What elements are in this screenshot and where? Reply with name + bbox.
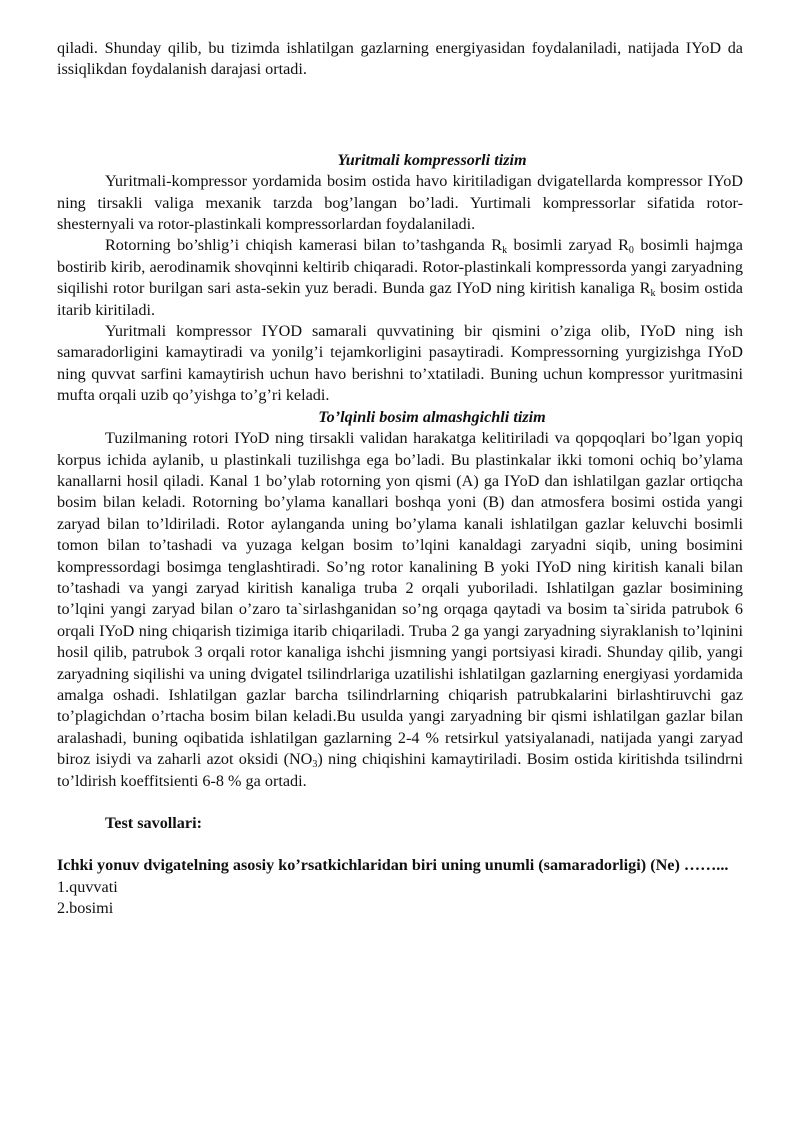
spacer — [57, 834, 743, 855]
paragraph: Tuzilmaning rotori IYoD ning tirsakli validan harakatga kelitiriladi va qopqoqlari bo’lgan yopiq korpus ichida aylanib, u plastinkali tuzilishga ega bo’ladi. Bu plastinkalar ikki tomoni ochiq bo’ylama kanallarni hosil qiladi. Kanal 1 bo’ylab rotorning yon qismi (A) ga IYoD dan ishlatilgan gazlar ortiqcha bosim bilan keladi. Rotorning bo’ylama kanallari boshqa yoni (B) dan atmosfera bosimi ostida yangi zaryad bilan to’ldiriladi. Rotor aylanganda uning bo’ylama kanali ishlatilgan gazlar keluvchi bosimli tomon bilan to’tashadi va yuzaga kelgan bosim to’lqini kanaldagi zaryadni siqib, uning bosimini kompressordagi bosimga tenglashtiradi. So’ng rotor kanalining B yoki IYoD ning kiritish kanali bilan to’tashadi va yangi zaryad kiritish kanaliga truba 2 orqali yuboriladi. Ishlatilgan gazlar bosimining to’lqini yangi zaryad bilan o’zaro ta`sirlashganidan so’ng orqaga qaytadi va bosim ta`sirida patrubok 6 orqali IYoD ning chiqarish tizimiga itarib chiqariladi. Truba 2 ga yangi zaryadning siyraklanish to’lqinini hosil qilib, patrubok 3 orqali rotor kanaliga ishchi jismning yangi portsiyasi kiradi. Shunday qilib, yangi zaryadning siqilishi va uning dvigatel tsilindrlariga uzatilishi ishlatilgan gazlarning energiyasi yordamida amalga oshadi. Ishlatilgan gazlar barcha tsilindrlarning chiqarish patrubkalarini birlashtiruvchi gaz to’plagichdan o’rtacha bosim bilan keladi.Bu usulda yangi zaryadning bir qismi ishlatilgan gazlar bilan aralashadi, buning oqibatida ishlatilgan gazlarning 2-4 % retsirkul yatsiyalanadi, natijada yangi zaryad biroz isiydi va zaharli azot oksidi $(NO_3)$ ning chiqishini kamaytiriladi. Bosim ostida kiritishda tsilindrni to’ldirish koeffitsienti 6-8 % ga ortadi. — [57, 429, 744, 790]
paragraph: Yuritmali kompressor IYOD samarali quvvatining bir qismini o’ziga olib, IYoD ning ish samaradorligini kamaytiradi va yonilg’i tejamkorligini pasaytiradi. Kompressorning yurgizishga IYoD ning quvvat sarfini kamaytirish uchun havo berishni to’xtatiladi. Buning uchun kompressor yuritmasini mufta orqali uzib qo’yishga to’g’ri keladi. — [57, 322, 743, 405]
intro-paragraph: qiladi. Shunday qilib, bu tizimda ishlatilgan gazlarning energiyasidan foydalaniladi, natijada IYoD da issiqlikdan foydalanish darajasi ortadi. — [57, 39, 743, 79]
spacer — [57, 792, 743, 813]
test-question: Ichki yonuv dvigatelning asosiy ko’rsatkichlaridan biri uning unumli (samaradorligi) (Ne) ……... — [57, 856, 729, 875]
section-heading-wave-exchanger: To’lqinli bosim almashgichli tizim — [318, 407, 546, 426]
document-page — [57, 38, 743, 920]
answer-option: 2.bosimi — [57, 899, 114, 918]
test-title: Test savollari: — [105, 814, 202, 832]
paragraph: Yuritmali-kompressor yordamida bosim ostida havo kiritiladigan dvigatellarda kompressor IYoD ning tirsakli valiga mexanik tarzda bog’langan bo’ladi. Yurtimali kompressorlar sifatida rotor-shesternyali va rotor-plastinkali kompressorlardan foydalaniladi. — [57, 172, 743, 234]
paragraph: Rotorning bo’shlig’i chiqish kamerasi bilan to’tashganda $R_k$ bosimli zaryad $R_0$ bosimli hajmga bostirib kirib, aerodinamik shovqinni keltirib chiqaradi. Rotor-plastinkali kompressorda yangi zaryadning siqilishi rotor burilgan sari asta-sekin yuz beradi. Bunda gaz IYoD ning kiritish kanaliga $R_k$ bosim ostida itarib kiritiladi. — [57, 236, 743, 319]
spacer — [57, 81, 743, 150]
answer-option: 1.quvvati — [57, 877, 118, 896]
section-heading-compressor: Yuritmali kompressorli tizim — [337, 150, 527, 169]
